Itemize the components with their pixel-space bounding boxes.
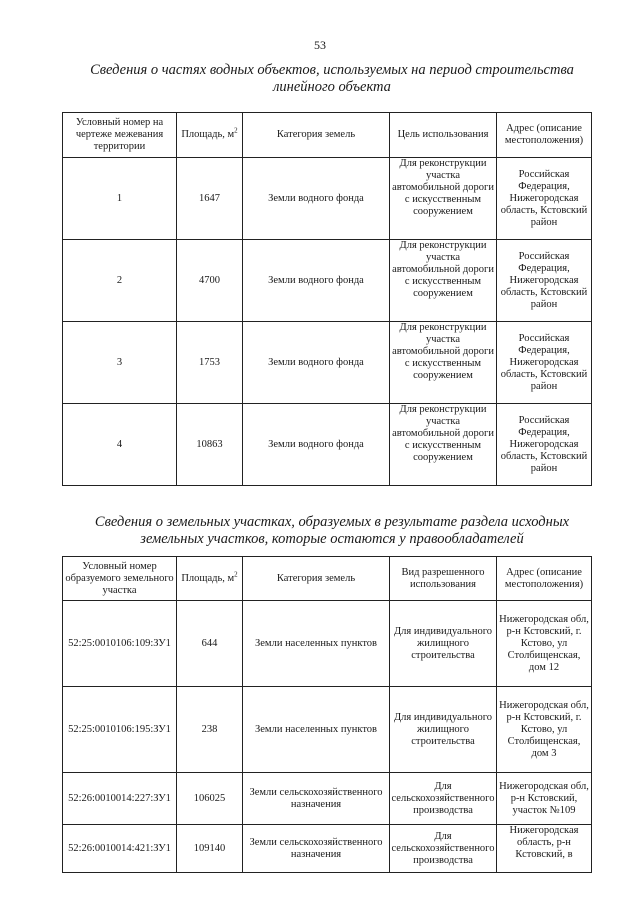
cell-area: 238 [177,687,243,773]
header-area-unit-sup: 2 [234,570,238,578]
cell-number: 52:25:0010106:109:ЗУ1 [63,601,177,687]
header-zone-number: Условный номер на чертеже межевания территории [63,113,177,158]
cell-area: 109140 [177,825,243,873]
cell-address: Российская Федерация, Нижегородская область, Кстовский район [497,404,592,486]
table-row [63,601,592,687]
section1-title [62,62,602,96]
cell-purpose: Для реконструкции участка автомобильной дороги с искусственным сооружением [390,404,497,486]
cell-address: Российская Федерация, Нижегородская область, Кстовский район [497,158,592,240]
table-row [63,322,592,404]
cell-category: Земли населенных пунктов [243,601,390,687]
cell-permitted-use: Для индивидуального жилищного строительства [390,687,497,773]
section1-title-line: линейного объекта [273,79,391,95]
cell-area: 644 [177,601,243,687]
cell-address: Нижегородская область, р-н Кстовский, в [497,825,592,873]
cell-address: Нижегородская обл, р-н Кстовский, участок №109 [497,773,592,825]
cell-address: Российская Федерация, Нижегородская область, Кстовский район [497,322,592,404]
table-row [63,158,592,240]
cell-number: 52:26:0010014:421:ЗУ1 [63,825,177,873]
cell-number: 2 [63,240,177,322]
table-header-row [63,557,592,601]
header-address: Адрес (описание местоположения) [497,557,592,601]
header-land-category: Категория земель [243,113,390,158]
cell-category: Земли населенных пунктов [243,687,390,773]
water-objects-table [62,112,592,486]
cell-address: Российская Федерация, Нижегородская область, Кстовский район [497,240,592,322]
header-area-label: Площадь, м [181,129,235,140]
header-area-label: Площадь, м [181,572,235,584]
header-area [177,113,243,158]
page-number: 53 [314,38,326,52]
table-row [63,773,592,825]
section2-title-line: Сведения о земельных участках, образуемых в результате раздела исходных [94,514,570,530]
table-header-row [63,113,592,158]
cell-area: 1647 [177,158,243,240]
header-address: Адрес (описание местоположения) [497,113,592,158]
cell-permitted-use: Для индивидуального жилищного строительства [390,601,497,687]
header-area [177,557,243,601]
table-row [63,404,592,486]
header-area-unit-sup: 2 [234,126,238,135]
cell-address: Нижегородская обл, р-н Кстовский, г. Кстово, ул Столбищенская, дом 3 [497,687,592,773]
table-row [63,240,592,322]
section2-title [62,514,602,548]
cell-area: 10863 [177,404,243,486]
cell-category: Земли водного фонда [243,240,390,322]
section1-title-line: Сведения о частях водных объектов, используемых на период строительства [90,62,574,78]
cell-category: Земли сельскохозяйственного назначения [243,773,390,825]
cell-purpose: Для реконструкции участка автомобильной дороги с искусственным сооружением [390,322,497,404]
section2-title-line: земельных участков, которые остаются у правообладателей [140,531,524,547]
cell-number: 1 [63,158,177,240]
cell-category: Земли водного фонда [243,404,390,486]
header-plot-number: Условный номер образуемого земельного участка [63,557,177,601]
cell-category: Земли водного фонда [243,322,390,404]
cell-area: 106025 [177,773,243,825]
header-land-category: Категория земель [243,557,390,601]
cell-permitted-use: Для сельскохозяйственного производства [390,773,497,825]
cell-purpose: Для реконструкции участка автомобильной дороги с искусственным сооружением [390,158,497,240]
cell-number: 3 [63,322,177,404]
cell-category: Земли сельскохозяйственного назначения [243,825,390,873]
cell-number: 52:26:0010014:227:ЗУ1 [63,773,177,825]
cell-number: 4 [63,404,177,486]
cell-category: Земли водного фонда [243,158,390,240]
cell-area: 4700 [177,240,243,322]
cell-area: 1753 [177,322,243,404]
table-row [63,687,592,773]
cell-address: Нижегородская обл, р-н Кстовский, г. Кстово, ул Столбищенская, дом 12 [497,601,592,687]
land-plots-table [62,556,592,873]
cell-permitted-use: Для сельскохозяйственного производства [390,825,497,873]
header-purpose: Цель использования [390,113,497,158]
header-permitted-use: Вид разрешенного использования [390,557,497,601]
cell-number: 52:25:0010106:195:ЗУ1 [63,687,177,773]
table-row [63,825,592,873]
cell-purpose: Для реконструкции участка автомобильной дороги с искусственным сооружением [390,240,497,322]
